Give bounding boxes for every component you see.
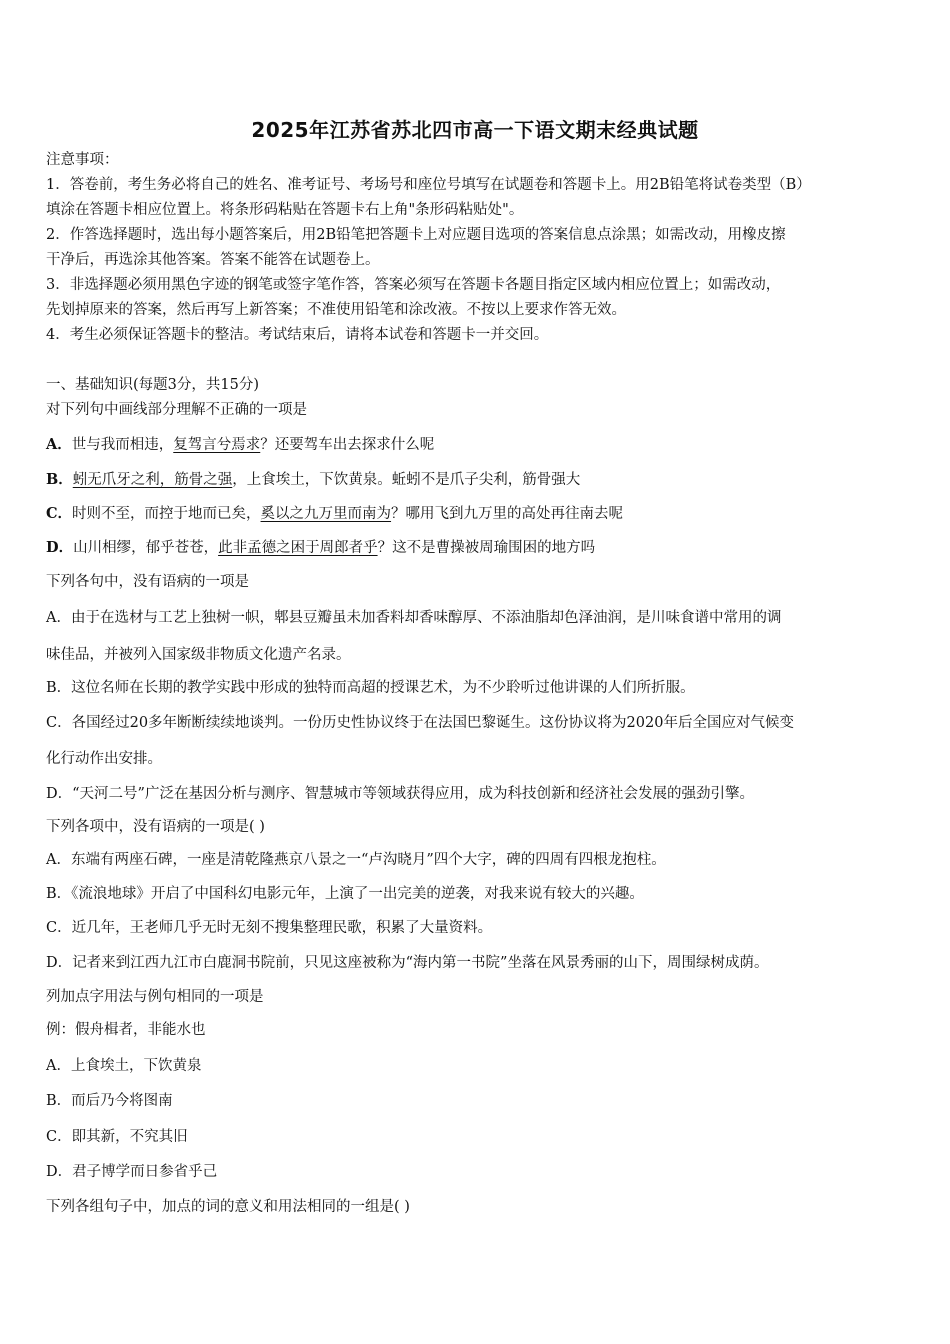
q4-option-a: A．上食埃土，下饮黄泉 <box>46 1058 202 1074</box>
q4-option-c: C．即其新，不究其旧 <box>46 1129 188 1145</box>
q1-c-pre: 时则不至，而控于地而已矣， <box>72 506 261 522</box>
section-heading: 一、基础知识(每题3分，共15分) <box>46 377 259 393</box>
q1-d-underlined: 此非孟德之困于周郎者乎 <box>218 540 378 556</box>
q1-a-post: ？还要驾车出去探求什么呢 <box>260 437 435 453</box>
q3-stem: 下列各项中，没有语病的一项是( ) <box>46 819 265 835</box>
q4-stem: 列加点字用法与例句相同的一项是 <box>46 989 264 1005</box>
q4-option-d: D．君子博学而日参省乎己 <box>46 1164 218 1180</box>
q1-a-pre: 世与我而相违， <box>71 437 174 453</box>
q1-c-post: ？哪用飞到九万里的高处再往南去呢 <box>391 506 624 522</box>
q4-option-b: B．而后乃今将图南 <box>46 1093 173 1109</box>
q2-option-c-line2: 化行动作出安排。 <box>46 751 162 767</box>
q3-option-b: B．《流浪地球》开启了中国科幻电影元年，上演了一出完美的逆袭，对我来说有较大的兴趣。 <box>46 886 644 902</box>
q1-a-label: A． <box>46 436 72 453</box>
notice-line-5: 3．非选择题必须用黑色字迹的钢笔或签字笔作答，答案必须写在答题卡各题目指定区域内相应位置上；如需改动， <box>46 277 781 293</box>
q5-stem: 下列各组句子中，加点的词的意义和用法相同的一组是( ) <box>46 1199 410 1215</box>
q1-b-label: B． <box>46 471 73 488</box>
q3-option-a: A．东端有两座石碑，一座是清乾隆燕京八景之一“卢沟晓月”四个大字，碑的四周有四根龙抱柱。 <box>46 852 666 868</box>
q3-option-c: C．近几年，王老师几乎无时无刻不搜集整理民歌，积累了大量资料。 <box>46 920 493 936</box>
page-title: 2025年江苏省苏北四市高一下语文期末经典试题 <box>251 118 699 142</box>
notice-line-7: 4．考生必须保证答题卡的整洁。考试结束后，请将本试卷和答题卡一并交回。 <box>46 327 549 343</box>
q2-stem: 下列各句中，没有语病的一项是 <box>46 574 249 590</box>
notice-line-1: 1．答卷前，考生务必将自己的姓名、准考证号、考场号和座位号填写在试题卷和答题卡上。用2B铅笔将试卷类型（B） <box>46 177 811 193</box>
q1-c-label: C． <box>46 505 73 522</box>
q1-option-d <box>46 538 595 558</box>
notice-heading: 注意事项： <box>46 152 119 168</box>
q1-option-c <box>46 504 623 524</box>
q1-option-b <box>46 470 580 490</box>
q2-option-a-line2: 味佳品，并被列入国家级非物质文化遗产名录。 <box>46 647 351 663</box>
q1-d-pre: 山川相缪，郁乎苍苍， <box>73 540 219 556</box>
q2-option-d: D．“天河二号”广泛在基因分析与测序、智慧城市等领域获得应用，成为科技创新和经济社会发展的强劲引擎。 <box>46 786 754 802</box>
q1-b-post: ，上食埃土，下饮黄泉。蚯蚓不是爪子尖利，筋骨强大 <box>232 472 581 488</box>
q2-option-a-line1: A．由于在选材与工艺上独树一帜，郫县豆瓣虽未加香料却香味醇厚、不添油脂却色泽油润，是川味食谱中常用的调 <box>46 610 782 626</box>
notice-line-6: 先划掉原来的答案，然后再写上新答案；不准使用铅笔和涂改液。不按以上要求作答无效。 <box>46 302 626 318</box>
notice-line-2: 填涂在答题卡相应位置上。将条形码粘贴在答题卡右上角"条形码粘贴处"。 <box>46 202 524 218</box>
q3-option-d: D．记者来到江西九江市白鹿洞书院前，只见这座被称为“海内第一书院”坐落在风景秀丽的山下，周围绿树成荫。 <box>46 955 769 971</box>
q1-d-post: ？这不是曹操被周瑜围困的地方吗 <box>377 540 596 556</box>
q1-d-label: D． <box>46 539 74 556</box>
notice-line-3: 2．作答选择题时，选出每小题答案后，用2B铅笔把答题卡上对应题目选项的答案信息点涂黑；如需改动，用橡皮擦 <box>46 227 786 243</box>
q1-c-underlined: 奚以之九万里而南为 <box>260 506 392 522</box>
q1-a-underlined: 复驾言兮焉求 <box>173 437 261 453</box>
q1-option-a <box>46 435 434 455</box>
q1-b-underlined: 蚓无爪牙之利，筋骨之强 <box>72 472 233 488</box>
notice-line-4: 干净后，再选涂其他答案。答案不能答在试题卷上。 <box>46 252 380 268</box>
q1-stem: 对下列句中画线部分理解不正确的一项是 <box>46 402 307 418</box>
q2-option-c-line1: C．各国经过20多年断断续续地谈判。一份历史性协议终于在法国巴黎诞生。这份协议将为2020年后全国应对气候变 <box>46 715 794 731</box>
q2-option-b: B．这位名师在长期的教学实践中形成的独特而高超的授课艺术，为不少聆听过他讲课的人们所折服。 <box>46 680 695 696</box>
q4-example: 例：假舟楫者，非能水也 <box>46 1022 206 1038</box>
